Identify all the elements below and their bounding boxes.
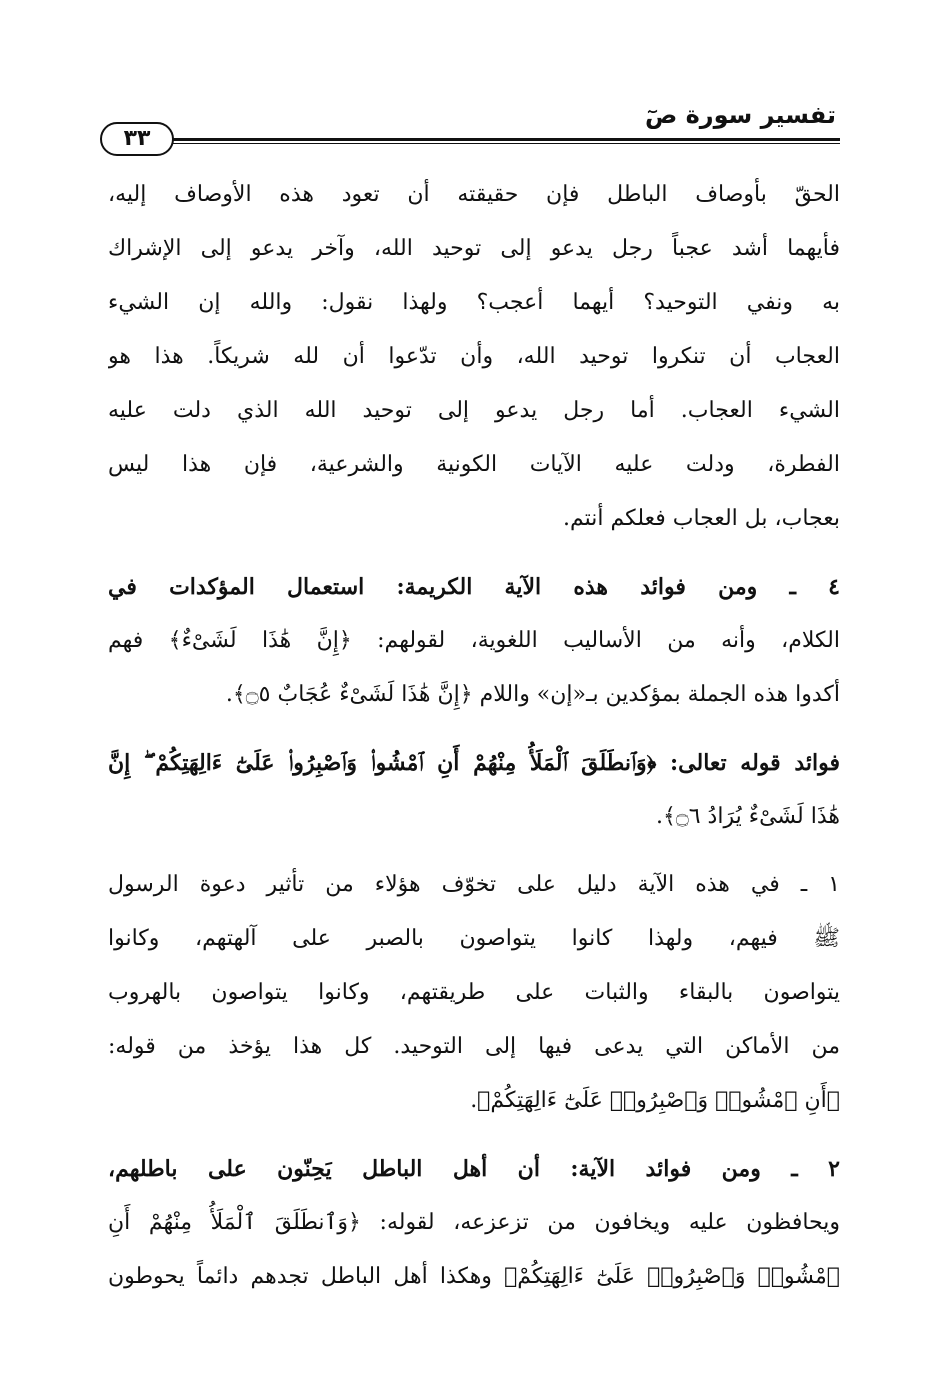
text-line: فأيهما أشد عجباً رجل يدعو إلى توحيد الله، وآخر يدعو إلى الإشراك	[108, 236, 840, 261]
text-line: ﷺ فيهم، ولهذا كانوا يتواصون بالصبر على آلهتهم، وكانوا	[108, 926, 840, 951]
text-line: الكلام، وأنه من الأساليب اللغوية، لقولهم: ﴿إِنَّ هَٰذَا لَشَىْءٌ﴾ فهم	[108, 628, 840, 653]
text-line: به ونفي التوحيد؟ أيهما أعجب؟ ولهذا نقول: والله إن الشيء	[108, 290, 840, 315]
page-number: ٣٣	[100, 122, 174, 156]
paragraph-verse-heading	[108, 736, 840, 844]
text-line: يتواصون بالبقاء والثبات على طريقتهم، وكانوا يتواصون بالهروب	[108, 980, 840, 1005]
text-line: الشيء العجاب. أما رجل يدعو إلى توحيد الله الذي دلت عليه	[108, 398, 840, 423]
text-line: بعجاب، بل العجاب فعلكم أنتم.	[563, 506, 840, 531]
text-line: الحقّ بأوصاف الباطل فإن حقيقته أن تعود هذه الأوصاف إليه،	[108, 182, 840, 207]
text-line: فوائد قوله تعالى: ﴿وَٱنطَلَقَ ٱلْمَلَأُ مِنْهُمْ أَنِ ٱمْشُوا۟ وَٱصْبِرُوا۟ عَلَىٰٓ ءَالِهَتِكُمْ ۖ إِنَّ	[108, 750, 840, 776]
text-line: ٤ ـ ومن فوائد هذه الآية الكريمة: استعمال المؤكدات في	[108, 574, 840, 600]
page-header	[100, 96, 840, 156]
paragraph-benefit-2	[108, 1142, 840, 1304]
text-line: من الأماكن التي يدعى فيها إلى التوحيد. كل هذا يؤخذ من قوله:	[108, 1034, 840, 1059]
header-rule	[166, 138, 840, 141]
text-line: ويحافظون عليه ويخافون من تزعزعه، لقوله: ﴿وَٱنطَلَقَ ٱلْمَلَأُ مِنْهُمْ أَنِ	[108, 1210, 840, 1235]
paragraph-continuation	[108, 168, 840, 546]
header-rule-thin	[166, 143, 840, 144]
paragraph-benefit-1	[108, 858, 840, 1128]
text-line: أكدوا هذه الجملة بمؤكدين بـ«إن» واللام ﴿إِنَّ هَٰذَا لَشَىْءٌ عُجَابٌ ۝٥﴾.	[225, 682, 840, 707]
page-body	[108, 168, 840, 1304]
text-line: هَٰذَا لَشَىْءٌ يُرَادُ ۝٦﴾.	[655, 804, 840, 829]
paragraph-benefit-4	[108, 560, 840, 722]
text-line: الفطرة، ودلت عليه الآيات الكونية والشرعية، فإن هذا ليس	[108, 452, 840, 477]
text-line: العجاب أن تنكروا توحيد الله، وأن تدّعوا أن لله شريكاً. هذا هو	[108, 344, 840, 369]
running-title: تفسير سورة صٓ	[644, 101, 836, 129]
text-line: ٢ ـ ومن فوائد الآية: أن أهل الباطل يَحِنّون على باطلهم،	[108, 1156, 840, 1182]
text-line: ﴿أَنِ ٱمْشُوا۟ وَٱصْبِرُوا۟ عَلَىٰٓ ءَالِهَتِكُمْ﴾.	[470, 1088, 840, 1113]
text-line: ٱمْشُوا۟ وَٱصْبِرُوا۟ عَلَىٰٓ ءَالِهَتِكُمْ﴾ وهكذا أهل الباطل تجدهم دائماً يحوطون	[108, 1264, 840, 1289]
text-line: ١ ـ في هذه الآية دليل على تخوّف هؤلاء من تأثير دعوة الرسول	[108, 872, 840, 897]
